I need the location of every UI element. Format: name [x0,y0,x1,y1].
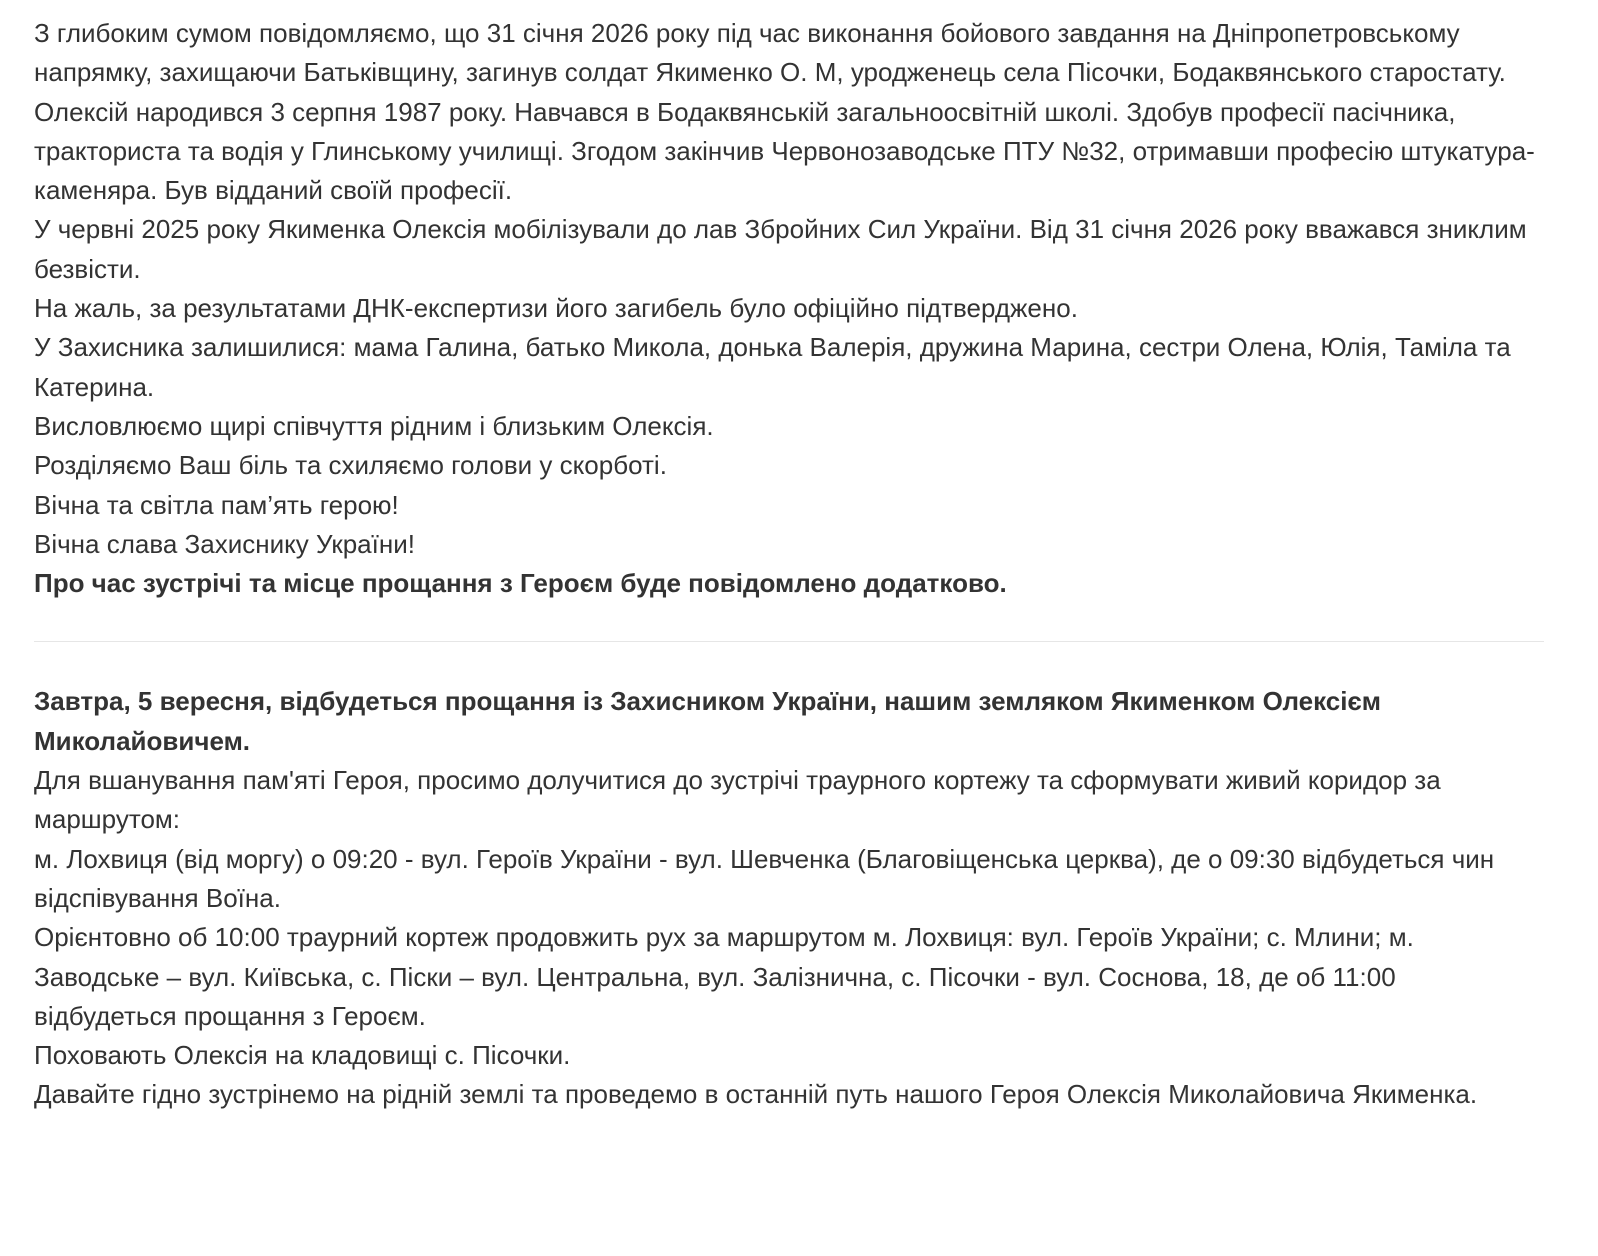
paragraph-dna-confirmation: На жаль, за результатами ДНК-експертизи його загибель було офіційно підтверджено. [34,293,1078,324]
paragraph-eternal-memory: Вічна та світла пам’ять герою! [34,489,399,520]
paragraph-family: У Захисника залишилися: мама Галина, батько Микола, донька Валерія, дружина Марина, сестри Олена, Юлія, Таміла та Катерина. [34,332,1511,402]
death-notice-section [34,14,1544,603]
news-article [34,14,1544,1115]
paragraph-farewell-tbd: Про час зустрічі та місце прощання з Героєм буде повідомлено додатково. [34,568,1007,599]
farewell-heading: Завтра, 5 вересня, відбудеться прощання із Захисником України, нашим земляком Якименком Олексієм Миколайовичем. [34,686,1382,756]
paragraph-route-continue: Орієнтовно об 10:00 траурний кортеж продовжить рух за маршрутом м. Лохвиця: вул. Героїв України; с. Млини; м. Заводське – вул. Київська, с. Піски – вул. Центральна, вул. Залізнична, с. Пісочки - вул. Соснова, 18, де об 11:00 відбудеться прощання з Героєм. [34,922,1414,1031]
paragraph-death-notice: З глибоким сумом повідомляємо, що 31 січня 2026 року під час виконання бойового завдання на Дніпропетровському напрямку, захищаючи Батьківщину, загинув солдат Якименко О. М, уродженець села Пісочки, Бодаквянського старостату. [34,18,1506,88]
paragraph-route-start: м. Лохвиця (від моргу) о 09:20 - вул. Героїв України - вул. Шевченка (Благовіщенська церква), де о 09:30 відбудеться чин відспівування Воїна. [34,843,1495,913]
section-divider [34,641,1544,642]
paragraph-final-call: Давайте гідно зустрінемо на рідній землі та проведемо в останній путь нашого Героя Олексія Миколайовича Якименка. [34,1079,1478,1110]
paragraph-shared-grief: Розділяємо Ваш біль та схиляємо голови у скорботі. [34,450,667,481]
farewell-announcement-section [34,682,1544,1114]
paragraph-invitation: Для вшанування пам'яті Героя, просимо долучитися до зустрічі траурного кортежу та сформувати живий коридор за маршрутом: [34,765,1441,835]
paragraph-burial: Поховають Олексія на кладовищі с. Пісочки. [34,1040,571,1071]
paragraph-condolences: Висловлюємо щирі співчуття рідним і близьким Олексія. [34,410,714,441]
paragraph-mobilization: У червні 2025 року Якименка Олексія мобілізували до лав Збройних Сил України. Від 31 січня 2026 року вважався зниклим безвісти. [34,214,1527,284]
paragraph-biography: Олексій народився 3 серпня 1987 року. Навчався в Бодаквянській загальноосвітній школі. Здобув професії пасічника, тракториста та водія у Глинському училищі. Згодом закінчив Червонозаводське ПТУ №32, отримавши професію штукатура-каменяра. Був відданий своїй професії. [34,96,1535,206]
paragraph-eternal-glory: Вічна слава Захиснику України! [34,528,415,559]
